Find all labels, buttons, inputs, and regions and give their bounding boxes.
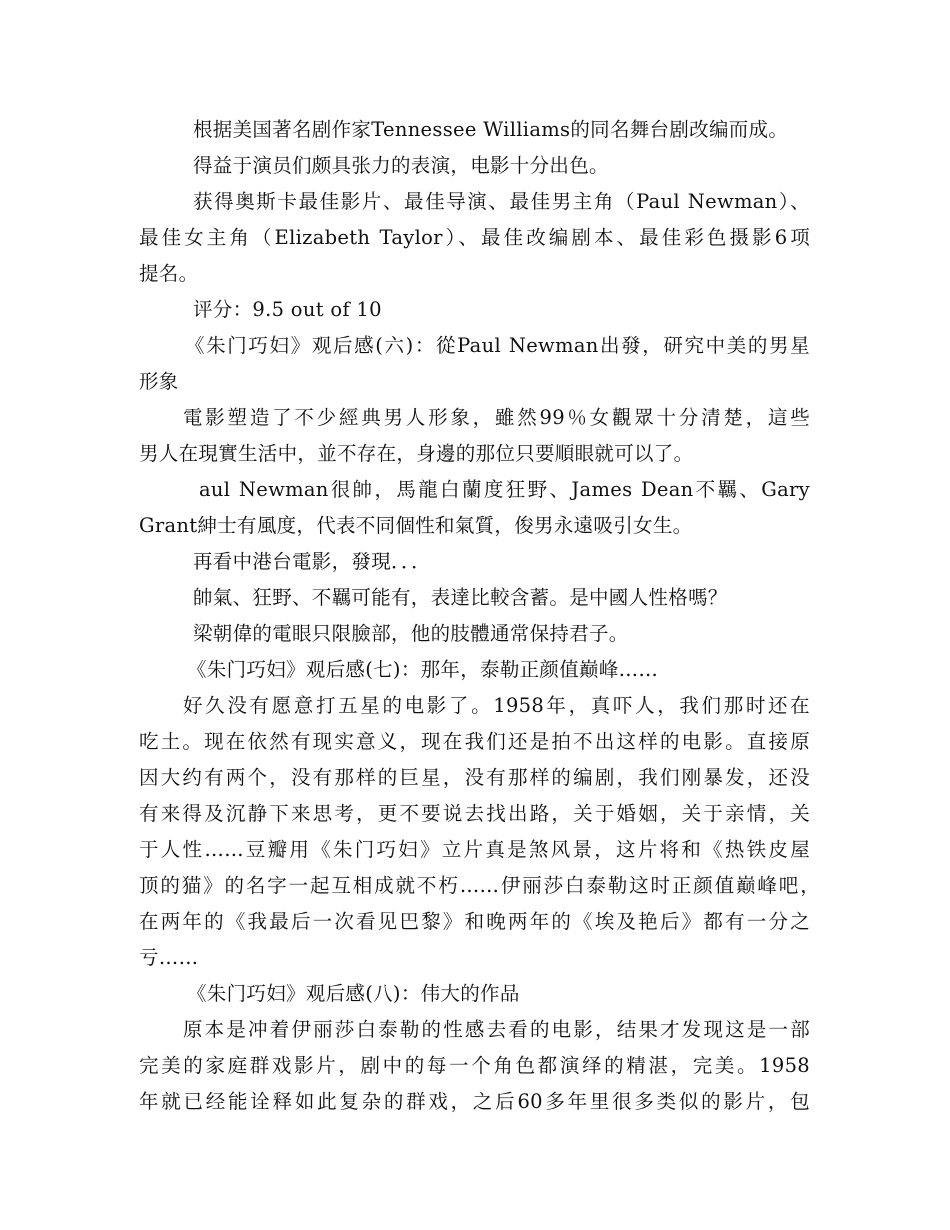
paragraph-line: 帥氣、狂野、不羈可能有，表達比較含蓄。是中國人性格嗎？ [193, 586, 728, 609]
paragraph-line: 完美的家庭群戏影片，剧中的每一个角色都演绎的精湛，完美。1958 [139, 1054, 810, 1077]
section-heading: 形象 [139, 370, 179, 393]
paragraph-line: 得益于演员们颇具张力的表演，电影十分出色。 [193, 154, 609, 177]
paragraph-line: 男人在現實生活中，並不存在，身邊的那位只要順眼就可以了。 [139, 442, 694, 465]
paragraph-line: 年就已经能诠释如此复杂的群戏，之后60多年里很多类似的影片，包 [139, 1090, 810, 1113]
paragraph-line: 亏…… [139, 946, 199, 969]
paragraph-line: 有来得及沉静下来思考，更不要说去找出路，关于婚姻，关于亲情，关 [139, 802, 810, 825]
paragraph-line: 好久没有愿意打五星的电影了。1958年，真吓人，我们那时还在 [183, 694, 810, 717]
paragraph-line: 顶的猫》的名字一起互相成就不朽……伊丽莎白泰勒这时正颜值巅峰吧， [139, 874, 820, 897]
paragraph-line: 提名。 [139, 262, 199, 285]
section-heading: 《朱门巧妇》观后感(八)：伟大的作品 [187, 982, 520, 1005]
paragraph-line: 根据美国著名剧作家Tennessee Williams的同名舞台剧改编而成。 [193, 118, 789, 141]
paragraph-line: 因大约有两个，没有那样的巨星，没有那样的编剧，我们刚暴发，还没 [139, 766, 810, 789]
section-heading: 《朱门巧妇》观后感(七)：那年，泰勒正颜值巅峰…… [187, 658, 659, 681]
paragraph-line: 于人性……豆瓣用《朱门巧妇》立片真是煞风景，这片将和《热铁皮屋 [139, 838, 810, 861]
rating-line: 评分：9.5 out of 10 [193, 298, 382, 321]
paragraph-line: 原本是冲着伊丽莎白泰勒的性感去看的电影，结果才发现这是一部 [183, 1018, 810, 1041]
paragraph-line: Grant紳士有風度，代表不同個性和氣質，俊男永遠吸引女生。 [139, 514, 693, 537]
paragraph-line: 電影塑造了不少經典男人形象，雖然99％女觀眾十分清楚，這些 [183, 406, 810, 429]
paragraph-line: 获得奥斯卡最佳影片、最佳导演、最佳男主角（Paul Newman）、 [193, 190, 810, 213]
section-heading: 《朱门巧妇》观后感(六)：從Paul Newman出發，研究中美的男星 [185, 334, 810, 357]
paragraph-line: 吃土。现在依然有现实意义，现在我们还是拍不出这样的电影。直接原 [139, 730, 810, 753]
paragraph-line: 在两年的《我最后一次看见巴黎》和晚两年的《埃及艳后》都有一分之 [139, 910, 810, 933]
paragraph-line: 最佳女主角（Elizabeth Taylor）、最佳改编剧本、最佳彩色摄影6项 [139, 226, 810, 249]
paragraph-line: 再看中港台電影，發現．．． [193, 550, 431, 573]
paragraph-line: aul Newman很帥，馬龍白蘭度狂野、James Dean不羈、Gary [199, 478, 810, 501]
paragraph-line: 梁朝偉的電眼只限臉部，他的肢體通常保持君子。 [193, 622, 629, 645]
